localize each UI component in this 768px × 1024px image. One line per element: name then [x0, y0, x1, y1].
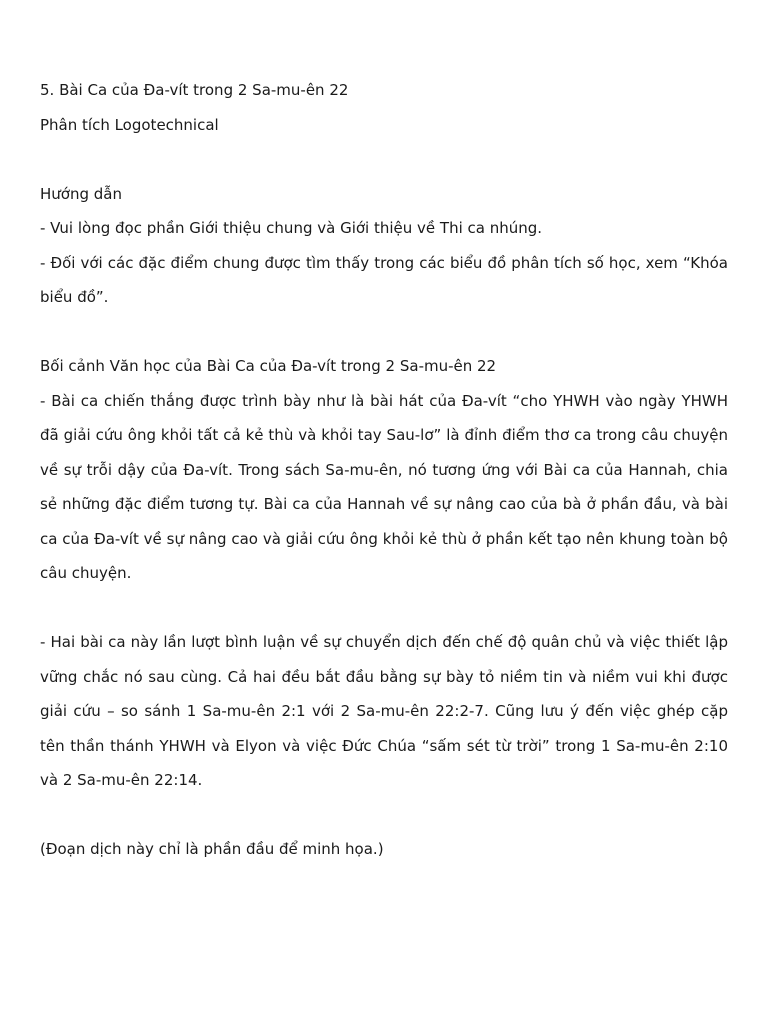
- instruction-item-1: - Vui lòng đọc phần Giới thiệu chung và Giới thiệu về Thi ca nhúng.: [40, 219, 543, 237]
- instruction-item-2: - Đối với các đặc điểm chung được tìm thấy trong các biểu đồ phân tích số học, xem “Khóa biểu đồ”.: [40, 253, 728, 306]
- spacer: [40, 798, 728, 833]
- document-title: 5. Bài Ca của Đa-vít trong 2 Sa-mu-ên 22: [40, 81, 349, 99]
- spacer: [40, 591, 728, 626]
- context-paragraph-2: - Hai bài ca này lần lượt bình luận về sự chuyển dịch đến chế độ quân chủ và việc thiết lập vững chắc nó sau cùng. Cả hai đều bắt đầu bằng sự bày tỏ niềm tin và niềm vui khi được giải cứu – so sánh 1 Sa-mu-ên 2:1 với 2 Sa-mu-ên 22:2-7. Cũng lưu ý đến việc ghép cặp tên thần thánh YHWH và Elyon và việc Đức Chúa “sấm sét từ trời” trong 1 Sa-mu-ên 2:10 và 2 Sa-mu-ên 22:14.: [40, 633, 728, 789]
- context-heading: Bối cảnh Văn học của Bài Ca của Đa-vít trong 2 Sa-mu-ên 22: [40, 357, 497, 375]
- spacer: [40, 142, 728, 177]
- document-subtitle: Phân tích Logotechnical: [40, 115, 219, 134]
- instructions-heading: Hướng dẫn: [40, 184, 122, 203]
- spacer: [40, 315, 728, 350]
- context-paragraph-1: - Bài ca chiến thắng được trình bày như là bài hát của Đa-vít “cho YHWH vào ngày YHWH đã giải cứu ông khỏi tất cả kẻ thù và khỏi tay Sau-lơ” là đỉnh điểm thơ ca trong câu chuyện về sự trỗi dậy của Đa-vít. Trong sách Sa-mu-ên, nó tương ứng với Bài ca của Hannah, chia sẻ những đặc điểm tương tự. Bài ca của Hannah về sự nâng cao của bà ở phần đầu, và bài ca của Đa-vít về sự nâng cao và giải cứu ông khỏi kẻ thù ở phần kết tạo nên khung toàn bộ câu chuyện.: [40, 391, 728, 582]
- translation-note: (Đoạn dịch này chỉ là phần đầu để minh họa.): [40, 840, 384, 858]
